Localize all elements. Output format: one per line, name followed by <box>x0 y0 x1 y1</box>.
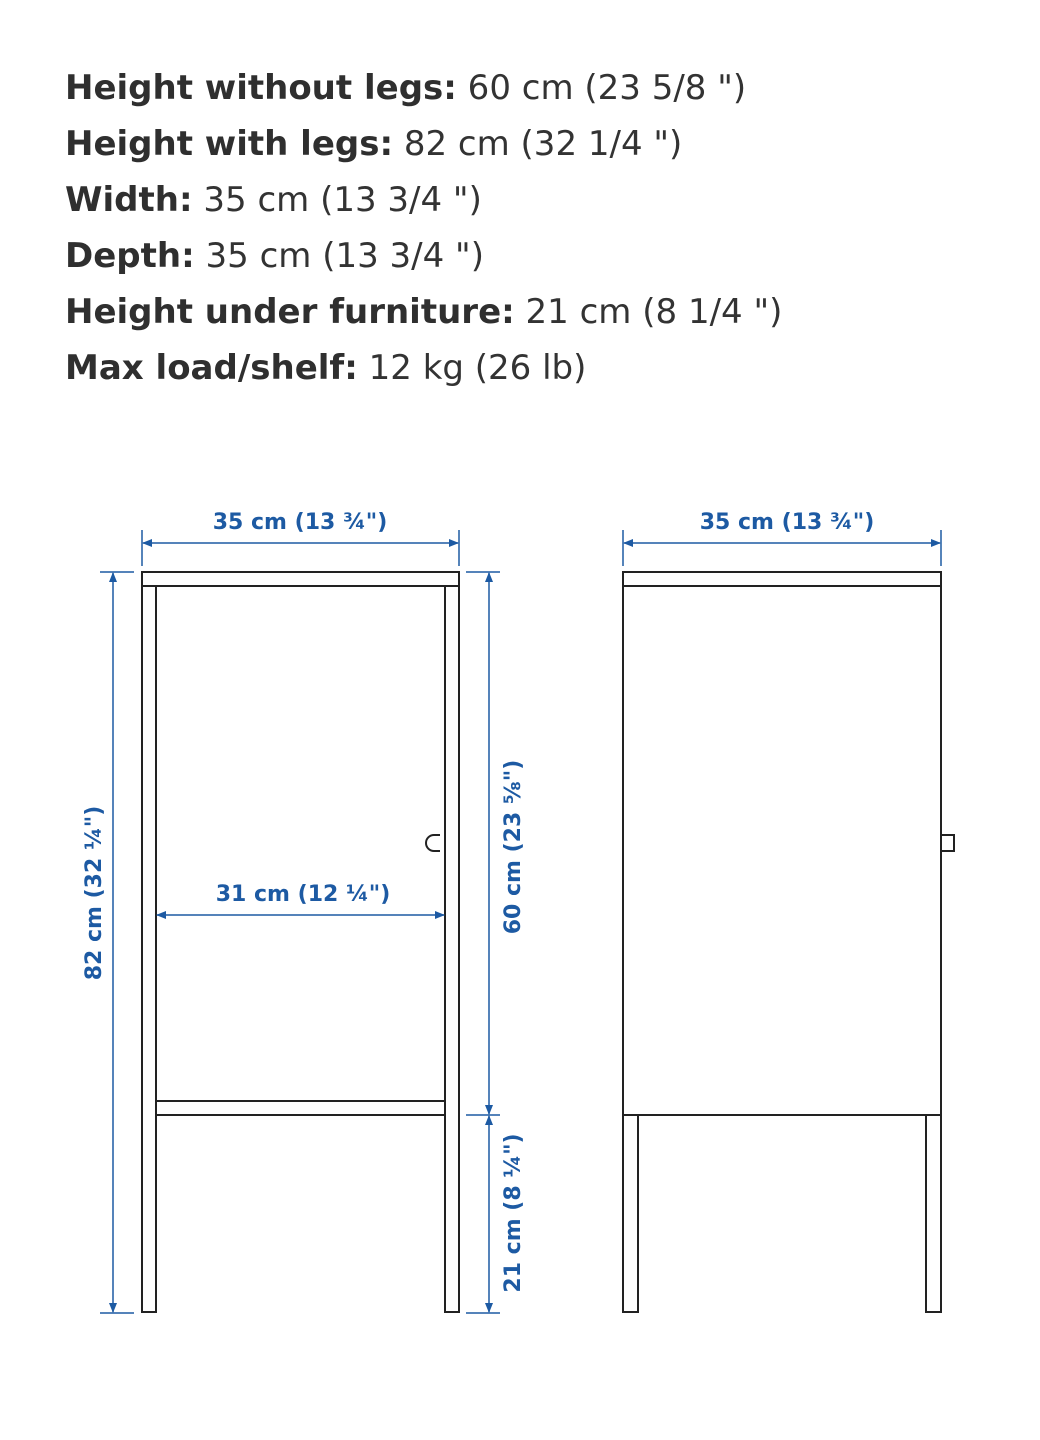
front-width-label: 35 cm (13 ¾") <box>212 510 388 535</box>
front-left-leg <box>142 586 156 1312</box>
spec-value: 12 kg (26 lb) <box>357 348 587 388</box>
front-bottom-shelf <box>156 1101 445 1115</box>
front-top-panel <box>142 572 459 586</box>
spec-value: 82 cm (32 1/4 ") <box>393 124 683 164</box>
spec-label: Width: <box>65 180 193 220</box>
front-view <box>142 572 459 1312</box>
side-top-panel <box>623 572 941 586</box>
spec-label: Height without legs: <box>65 68 457 108</box>
spec-label: Max load/shelf: <box>65 348 358 388</box>
spec-label: Height under furniture: <box>65 292 515 332</box>
side-handle-icon <box>941 835 954 851</box>
side-right-leg <box>926 1115 941 1312</box>
front-right-leg <box>445 586 459 1312</box>
inner-width-label: 31 cm (12 ¼") <box>215 882 391 907</box>
spec-label: Height with legs: <box>65 124 394 164</box>
body-height-label: 60 cm (23 ⅝") <box>501 759 526 935</box>
leg-height-label: 21 cm (8 ¼") <box>501 1133 526 1293</box>
spec-value: 35 cm (13 3/4 ") <box>194 236 484 276</box>
spec-value: 35 cm (13 3/4 ") <box>192 180 482 220</box>
side-body <box>623 586 941 1115</box>
side-left-leg <box>623 1115 638 1312</box>
side-view <box>623 572 954 1312</box>
spec-value: 21 cm (8 1/4 ") <box>514 292 783 332</box>
spec-label: Depth: <box>65 236 195 276</box>
spec-value: 60 cm (23 5/8 ") <box>456 68 747 108</box>
total-height-label: 82 cm (32 ¼") <box>82 805 107 981</box>
door-handle-icon <box>426 835 440 851</box>
side-width-label: 35 cm (13 ¾") <box>699 510 875 535</box>
